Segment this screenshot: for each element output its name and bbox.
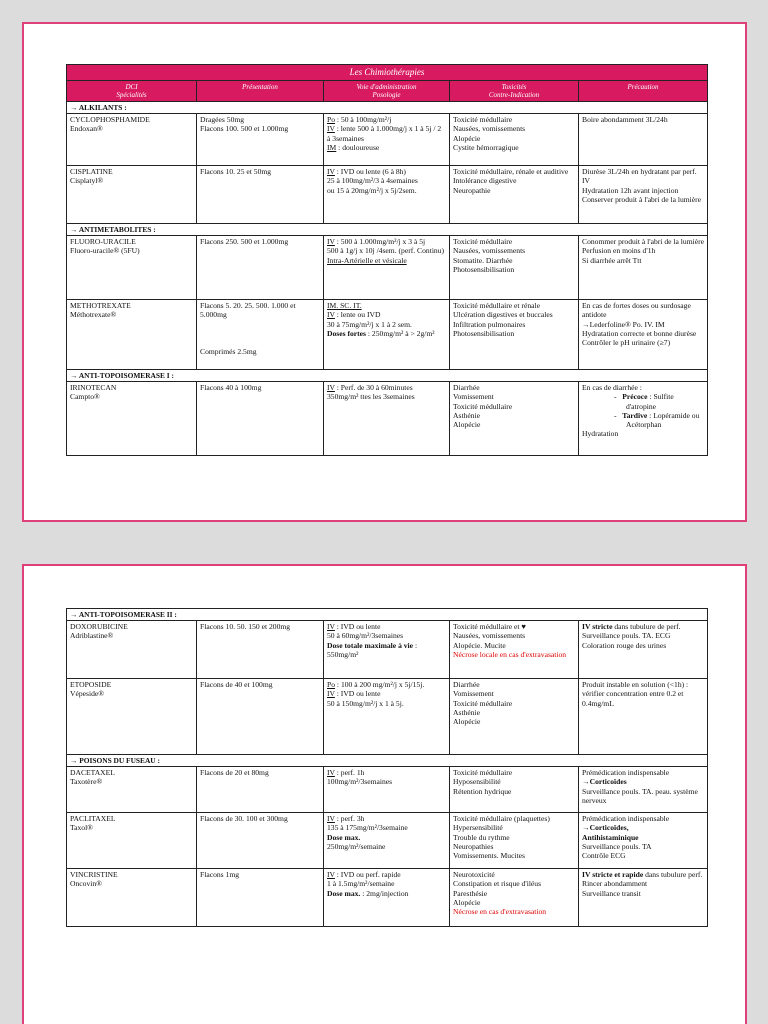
category-alkylants: → ALKILANTS : [67, 102, 708, 114]
table-row [67, 869, 708, 927]
presentation-cell: Flacons de 20 et 80mg [197, 767, 324, 813]
precaution-cell: Produit instable en solution (<1h) : vérifier concentration entre 0.2 et 0.4mg/mL [579, 679, 708, 755]
voie-cell: IV : Perf. de 30 à 60minutes 350mg/m² ttes les 3semaines [324, 382, 450, 456]
presentation-cell: Flacons 5. 20. 25. 500. 1.000 et 5.000mg Comprimés 2.5mg [197, 300, 324, 370]
presentation-cell: Flacons 1mg [197, 869, 324, 927]
table-row [67, 621, 708, 679]
precaution-cell: IV stricte et rapide dans tubulure perf. Rincer abondamment Surveillance transit [579, 869, 708, 927]
table-row [67, 166, 708, 224]
precaution-cell: En cas de diarrhée : - Précoce : Sulfite d'atropine - Tardive : Lopéramide ou Acétorphan Hydratation [579, 382, 708, 456]
toxicite-cell: Toxicité médullaire (plaquettes) Hypersensibilité Trouble du rythme Neuropathies Vomissements. Mucites [450, 813, 579, 869]
table-row [67, 813, 708, 869]
header-voie: Voie d'administration Posologie [324, 80, 450, 101]
dci-cell: PACLITAXEL Taxol® [67, 813, 197, 869]
table-row [67, 679, 708, 755]
voie-cell: IV : IVD ou perf. rapide 1 à 1.5mg/m²/semaine Dose max. : 2mg/injection [324, 869, 450, 927]
table-row [67, 300, 708, 370]
presentation-cell: Flacons de 30. 100 et 300mg [197, 813, 324, 869]
presentation-cell: Flacons 250. 500 et 1.000mg [197, 236, 324, 300]
dci-cell: VINCRISTINE Oncovin® [67, 869, 197, 927]
toxicite-cell: Toxicité médullaire Hyposensibilité Rétention hydrique [450, 767, 579, 813]
category-poisons-fuseau: → POISONS DU FUSEAU : [67, 755, 708, 767]
precaution-cell: Conommer produit à l'abri de la lumière Perfusion en moins d'1h Si diarrhée arrêt Ttt [579, 236, 708, 300]
voie-cell: IV : IVD ou lente 50 à 60mg/m²/3semaines Dose totale maximale à vie : 550mg/m² [324, 621, 450, 679]
header-precaution: Précaution [579, 80, 708, 101]
document-page-1 [22, 22, 747, 522]
dci-cell: FLUORO-URACILE Fluoro-uracile® (5FU) [67, 236, 197, 300]
toxicite-cell: Toxicité médullaire et ♥ Nausées, vomissements Alopécie. Mucite Nécrose locale en cas d'extravasation [450, 621, 579, 679]
table-title: Les Chimiothérapies [67, 65, 708, 81]
dci-cell: METHOTREXATE Méthotrexate® [67, 300, 197, 370]
header-row [67, 80, 708, 101]
precaution-cell: Prémédication indispensable →Corticoïdes, Antihistaminique Surveillance pouls. TA Contrôle ECG [579, 813, 708, 869]
table-row [67, 382, 708, 456]
presentation-cell: Flacons de 40 et 100mg [197, 679, 324, 755]
chemotherapy-table-2 [66, 608, 708, 927]
header-dci: DCI Spécialités [67, 80, 197, 101]
toxicite-cell: Neurotoxicité Constipation et risque d'iléus Paresthésie Alopécie Nécrose en cas d'extravasation [450, 869, 579, 927]
precaution-cell: Diurèse 3L/24h en hydratant par perf. IV Hydratation 12h avant injection Conserver produit à l'abri de la lumière [579, 166, 708, 224]
toxicite-cell: Toxicité médullaire, rénale et auditive Intolérance digestive Neuropathie [450, 166, 579, 224]
table-row [67, 114, 708, 166]
category-antimetabolites: → ANTIMETABOLITES : [67, 224, 708, 236]
table-row [67, 767, 708, 813]
presentation-cell: Dragées 50mg Flacons 100. 500 et 1.000mg [197, 114, 324, 166]
header-presentation: Présentation [197, 80, 324, 101]
dci-cell: IRINOTECAN Campto® [67, 382, 197, 456]
table-row [67, 236, 708, 300]
dci-cell: CYCLOPHOSPHAMIDE Endoxan® [67, 114, 197, 166]
precaution-cell: Boire abondamment 3L/24h [579, 114, 708, 166]
dci-cell: ETOPOSIDE Vépeside® [67, 679, 197, 755]
voie-cell: IV : perf. 1h 100mg/m²/3semaines [324, 767, 450, 813]
toxicite-cell: Diarrhée Vomissement Toxicité médullaire Asthénie Alopécie [450, 679, 579, 755]
dci-cell: CISPLATINE Cisplatyl® [67, 166, 197, 224]
voie-cell: Po : 100 à 200 mg/m²/j x 5j/15j. IV : IVD ou lente 50 à 150mg/m²/j x 1 à 5j. [324, 679, 450, 755]
toxicite-cell: Diarrhée Vomissement Toxicité médullaire Asthénie Alopécie [450, 382, 579, 456]
presentation-cell: Flacons 10. 50. 150 et 200mg [197, 621, 324, 679]
voie-cell: Po : 50 à 100mg/m²/j IV : lente 500 à 1.000mg/j x 1 à 5j / 2 à 3semaines IM : douloureuse [324, 114, 450, 166]
category-topoisomerase-1: → ANTI-TOPOISOMERASE I : [67, 370, 708, 382]
precaution-cell: Prémédication indispensable →Corticoïdes Surveillance pouls. TA. peau. système nerveux [579, 767, 708, 813]
dci-cell: DACETAXEL Taxotère® [67, 767, 197, 813]
header-toxicites: Toxicités Contre-Indication [450, 80, 579, 101]
document-page-2 [22, 564, 747, 1024]
voie-cell: IV : 500 à 1.000mg/m²/j x 3 à 5j 500 à 1g/j x 10j /4sem. (perf. Continu) Intra-Artérielle et vésicale [324, 236, 450, 300]
chemotherapy-table-1 [66, 64, 708, 456]
voie-cell: IM. SC. IT. IV : lente ou IVD 30 à 75mg/m²/j x 1 à 2 sem. Doses fortes : 250mg/m² à > 2g/m² [324, 300, 450, 370]
toxicite-cell: Toxicité médullaire Nausées, vomissements Alopécie Cystite hémorragique [450, 114, 579, 166]
toxicite-cell: Toxicité médullaire et rénale Ulcération digestives et buccales Infiltration pulmonaires Photosensibilisation [450, 300, 579, 370]
category-topoisomerase-2: → ANTI-TOPOISOMERASE II : [67, 609, 708, 621]
toxicite-cell: Toxicité médullaire Nausées, vomissements Stomatite. Diarrhée Photosensibilisation [450, 236, 579, 300]
voie-cell: IV : IVD ou lente (6 à 8h) 25 à 100mg/m²/3 à 4semaines ou 15 à 20mg/m²/j x 5j/2sem. [324, 166, 450, 224]
precaution-cell: IV stricte dans tubulure de perf. Surveillance pouls. TA. ECG Coloration rouge des urines [579, 621, 708, 679]
presentation-cell: Flacons 10. 25 et 50mg [197, 166, 324, 224]
voie-cell: IV : perf. 3h 135 à 175mg/m²/3semaine Dose max. 250mg/m²/semaine [324, 813, 450, 869]
dci-cell: DOXORUBICINE Adriblastine® [67, 621, 197, 679]
precaution-cell: En cas de fortes doses ou surdosage antidote →Lederfoline® Po. IV. IM Hydratation correcte et bonne diurèse Contrôler le pH urinaire (≥7) [579, 300, 708, 370]
presentation-cell: Flacons 40 à 100mg [197, 382, 324, 456]
